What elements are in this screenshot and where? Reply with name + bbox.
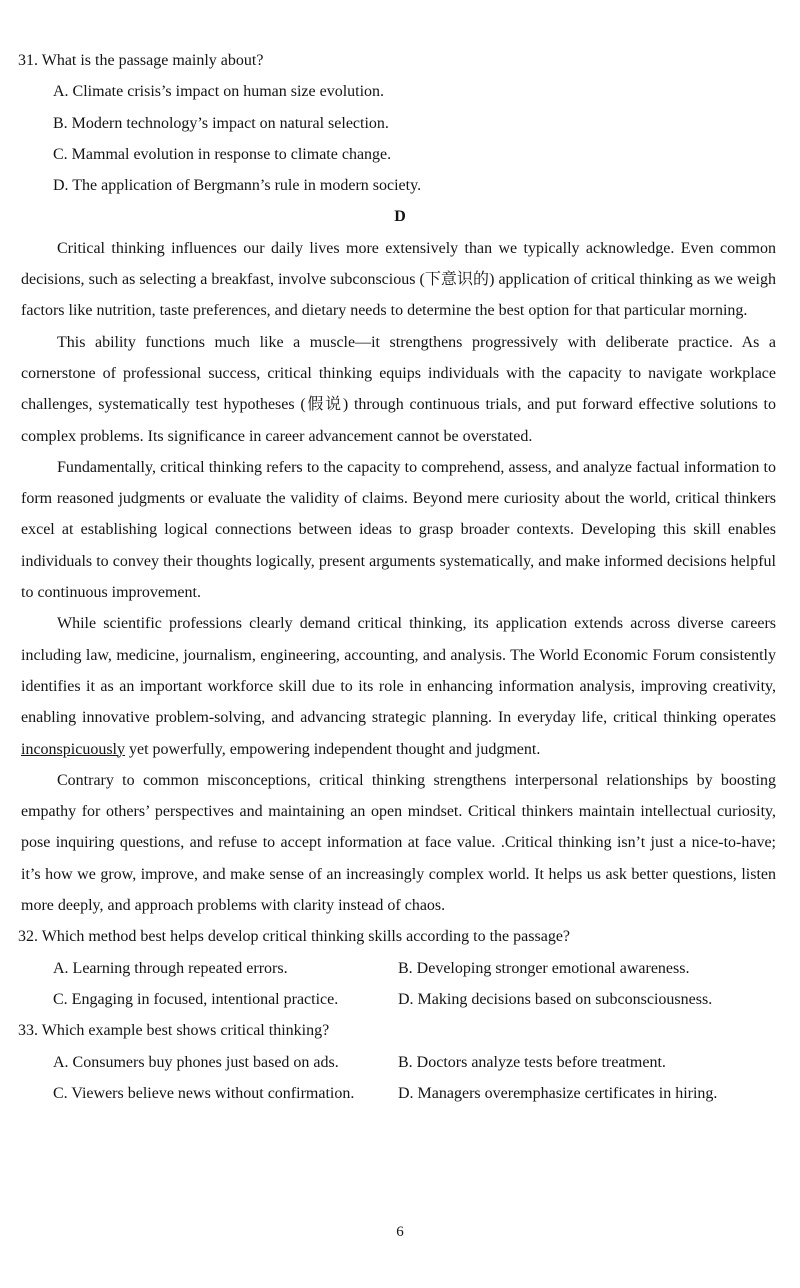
question-33-text: 33. Which example best shows critical thinking? [18, 1022, 330, 1040]
page-number: 6 [396, 1224, 404, 1240]
question-33-option-a: A. Consumers buy phones just based on ads. [53, 1053, 339, 1071]
passage-paragraph-5: Contrary to common misconceptions, critical thinking strengthens interpersonal relationships by boosting empathy for others’ perspectives and maintaining an open mindset. Critical thinkers maintain intellectual curiosity, pose inquiring questions, and refuse to accept information at face value. .Critical thinking isn’t just a nice-to-have; it’s how we grow, improve, and make sense of an increasingly complex world. It helps us ask better questions, listen more deeply, and approach problems with clarity instead of chaos. [21, 771, 776, 915]
question-33-option-b: B. Doctors analyze tests before treatment. [398, 1053, 666, 1071]
question-32-option-b: B. Developing stronger emotional awareness. [398, 959, 690, 977]
question-32-options-row-1 [18, 953, 776, 984]
passage-body [21, 233, 776, 922]
question-32-option-d: D. Making decisions based on subconsciousness. [398, 990, 713, 1008]
question-32-options-row-2 [18, 984, 776, 1015]
passage-paragraph-4 [21, 608, 776, 764]
question-31-option-b: B. Modern technology’s impact on natural selection. [53, 114, 389, 132]
passage-paragraph-1: Critical thinking influences our daily lives more extensively than we typically acknowledge. Even common decisions, such as selecting a breakfast, involve subconscious (下意识的) application of critical thinking as we weigh factors like nutrition, taste preferences, and dietary needs to determine the best option for that particular morning. [21, 239, 776, 320]
question-32-option-a: A. Learning through repeated errors. [53, 959, 288, 977]
passage-paragraph-3: Fundamentally, critical thinking refers to the capacity to comprehend, assess, and analyze factual information to form reasoned judgments or evaluate the validity of claims. Beyond mere curiosity about the world, critical thinkers excel at establishing logical connections between ideas to grasp broader contexts. Developing this skill enables individuals to convey their thoughts logically, present arguments systematically, and make informed decisions helpful to continuous improvement. [21, 458, 776, 602]
underlined-word: inconspicuously [21, 740, 125, 758]
question-31 [18, 45, 776, 201]
question-31-option-c: C. Mammal evolution in response to climate change. [53, 145, 392, 163]
paragraph-4-lead: While scientific professions clearly demand critical thinking, its application extends across diverse careers including law, medicine, journalism, engineering, accounting, and analysis. The World Economic Forum consistently identifies it as an important workforce skill due to its role in enhancing information analysis, improving creativity, enabling innovative problem-solving, and advancing strategic planning. In everyday life, critical thinking operates [21, 615, 776, 727]
passage-section-label: D [394, 208, 406, 226]
question-33 [18, 1015, 776, 1109]
passage-paragraph-2: This ability functions much like a muscle—it strengthens progressively with deliberate practice. As a cornerstone of professional success, critical thinking equips individuals with the capacity to navigate workplace challenges, systematically test hypotheses (假说) through continuous trials, and put forward effective solutions to complex problems. Its significance in career advancement cannot be overstated. [21, 333, 776, 445]
question-32-text: 32. Which method best helps develop critical thinking skills according to the passage? [18, 928, 571, 946]
question-31-text: 31. What is the passage mainly about? [18, 52, 264, 69]
question-32-option-c: C. Engaging in focused, intentional practice. [53, 990, 339, 1008]
question-33-options-row-1 [18, 1047, 776, 1078]
question-32 [18, 921, 776, 1015]
question-33-option-d: D. Managers overemphasize certificates in hiring. [398, 1084, 718, 1102]
question-33-option-c: C. Viewers believe news without confirmation. [53, 1084, 355, 1102]
question-31-option-a: A. Climate crisis’s impact on human size evolution. [53, 83, 385, 101]
question-33-options-row-2 [18, 1078, 776, 1109]
question-31-option-d: D. The application of Bergmann’s rule in modern society. [53, 177, 422, 195]
paragraph-4-tail: yet powerfully, empowering independent thought and judgment. [125, 740, 541, 758]
